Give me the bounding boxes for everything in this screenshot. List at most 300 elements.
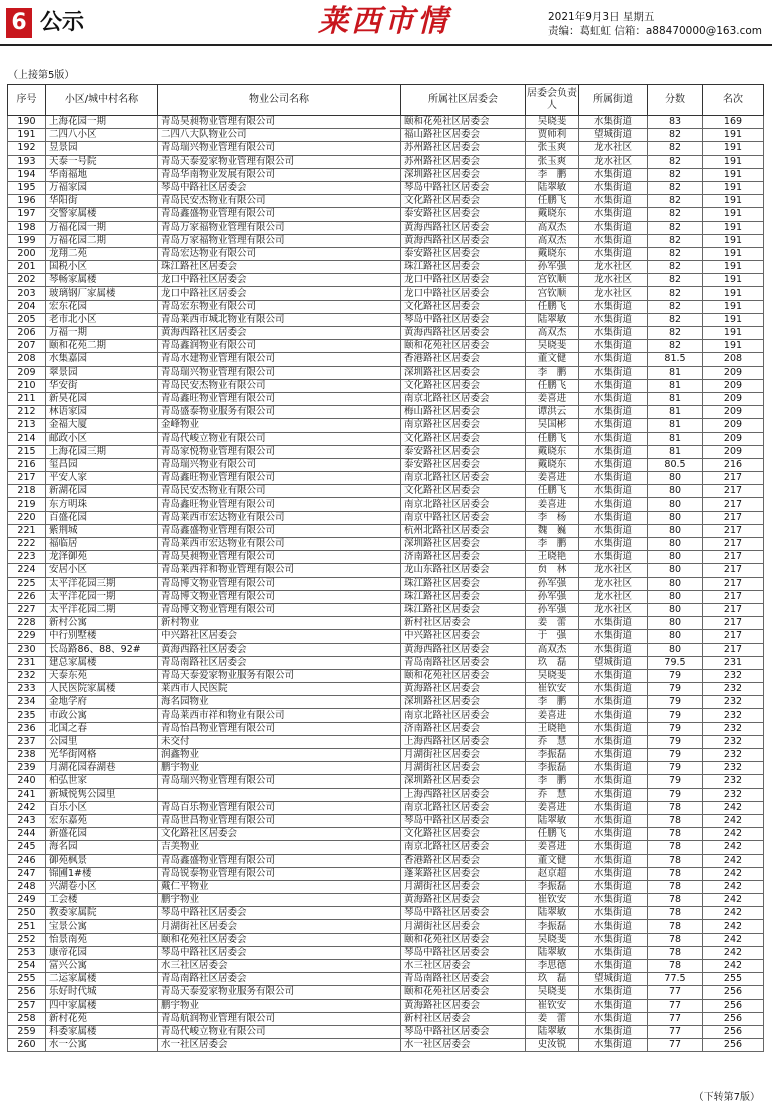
cell-rank: 232 — [703, 762, 764, 775]
cell-rank: 191 — [703, 327, 764, 340]
cell-residents-committee: 水一社区居委会 — [401, 1039, 526, 1052]
cell-property-company: 青岛莱西市宏达物业有限公司 — [158, 538, 401, 551]
cell-residents-committee: 南京北路社区居委会 — [401, 841, 526, 854]
cell-property-company: 青岛鑫旺物业管理有限公司 — [158, 472, 401, 485]
editor-contact: 责编：葛虹虹 信箱：a88470000@163.com — [548, 25, 763, 37]
cell-score: 80 — [648, 524, 703, 537]
cell-property-company: 水一社区居委会 — [158, 1039, 401, 1052]
cell-seq: 220 — [8, 511, 46, 524]
cell-residents-committee: 南京北路社区居委会 — [401, 801, 526, 814]
cell-community-name: 琴畅家属楼 — [46, 274, 158, 287]
cell-community-name: 翠景园 — [46, 366, 158, 379]
cell-committee-head: 戴晓东 — [526, 445, 579, 458]
cell-residents-committee: 颐和花苑社区居委会 — [401, 933, 526, 946]
cell-residents-committee: 深圳路社区居委会 — [401, 168, 526, 181]
cell-residents-committee: 新村社区居委会 — [401, 1012, 526, 1025]
cell-seq: 222 — [8, 538, 46, 551]
cell-seq: 203 — [8, 287, 46, 300]
cell-community-name: 龙泽御苑 — [46, 551, 158, 564]
cell-committee-head: 乔 慧 — [526, 735, 579, 748]
cell-property-company: 戴仁平物业 — [158, 880, 401, 893]
cell-score: 81 — [648, 366, 703, 379]
cell-property-company: 海名园物业 — [158, 696, 401, 709]
table-row — [8, 564, 764, 577]
cell-subdistrict: 水集街道 — [579, 116, 648, 129]
cell-community-name: 二运家属楼 — [46, 973, 158, 986]
cell-score: 79 — [648, 775, 703, 788]
cell-rank: 209 — [703, 392, 764, 405]
cell-residents-committee: 泰安路社区居委会 — [401, 458, 526, 471]
cell-community-name: 公园里 — [46, 735, 158, 748]
cell-subdistrict: 水集街道 — [579, 841, 648, 854]
cell-subdistrict: 龙水社区 — [579, 590, 648, 603]
cell-committee-head: 任鹏飞 — [526, 379, 579, 392]
cell-score: 79 — [648, 735, 703, 748]
table-row — [8, 617, 764, 630]
table-row — [8, 300, 764, 313]
cell-community-name: 玺昌园 — [46, 458, 158, 471]
cell-community-name: 昱景园 — [46, 142, 158, 155]
cell-committee-head: 董文健 — [526, 353, 579, 366]
cell-rank: 209 — [703, 445, 764, 458]
cell-subdistrict: 龙水社区 — [579, 287, 648, 300]
cell-score: 77 — [648, 1012, 703, 1025]
cell-seq: 215 — [8, 445, 46, 458]
table-row — [8, 208, 764, 221]
cell-score: 82 — [648, 208, 703, 221]
cell-property-company: 青岛宏东物业有限公司 — [158, 300, 401, 313]
cell-committee-head: 吴晓斐 — [526, 116, 579, 129]
cell-residents-committee: 珠江路社区居委会 — [401, 590, 526, 603]
cell-residents-committee: 上海西路社区居委会 — [401, 788, 526, 801]
cell-seq: 258 — [8, 1012, 46, 1025]
cell-subdistrict: 水集街道 — [579, 366, 648, 379]
cell-subdistrict: 水集街道 — [579, 340, 648, 353]
cell-subdistrict: 水集街道 — [579, 696, 648, 709]
cell-seq: 253 — [8, 946, 46, 959]
cell-residents-committee: 杭州北路社区居委会 — [401, 524, 526, 537]
table-row — [8, 907, 764, 920]
cell-rank: 232 — [703, 749, 764, 762]
cell-seq: 196 — [8, 195, 46, 208]
table-row — [8, 946, 764, 959]
cell-property-company: 青岛民安杰物业有限公司 — [158, 195, 401, 208]
cell-score: 82 — [648, 142, 703, 155]
cell-residents-committee: 文化路社区居委会 — [401, 195, 526, 208]
cell-committee-head: 任鹏飞 — [526, 195, 579, 208]
cell-residents-committee: 黄海西路社区居委会 — [401, 327, 526, 340]
header-score: 分数 — [648, 85, 703, 116]
cell-rank: 191 — [703, 208, 764, 221]
cell-committee-head: 吴国彬 — [526, 419, 579, 432]
table-row — [8, 656, 764, 669]
cell-residents-committee: 香港路社区居委会 — [401, 353, 526, 366]
cell-residents-committee: 月湖街社区居委会 — [401, 762, 526, 775]
section-title: 公示 — [40, 10, 85, 35]
cell-community-name: 工会楼 — [46, 894, 158, 907]
cell-property-company: 鹏宇物业 — [158, 999, 401, 1012]
cell-rank: 217 — [703, 590, 764, 603]
table-row — [8, 630, 764, 643]
cell-seq: 207 — [8, 340, 46, 353]
table-row — [8, 221, 764, 234]
cell-subdistrict: 水集街道 — [579, 867, 648, 880]
cell-subdistrict: 水集街道 — [579, 933, 648, 946]
cell-subdistrict: 水集街道 — [579, 432, 648, 445]
cell-committee-head: 赵京超 — [526, 867, 579, 880]
cell-seq: 206 — [8, 327, 46, 340]
cell-rank: 191 — [703, 195, 764, 208]
cell-rank: 242 — [703, 920, 764, 933]
cell-committee-head: 崔钦安 — [526, 894, 579, 907]
cell-community-name: 邮政小区 — [46, 432, 158, 445]
cell-property-company: 青岛代峻立物业有限公司 — [158, 1025, 401, 1038]
cell-property-company: 青岛华南物业发展有限公司 — [158, 168, 401, 181]
cell-community-name: 百盛花园 — [46, 511, 158, 524]
cell-residents-committee: 香港路社区居委会 — [401, 854, 526, 867]
cell-rank: 256 — [703, 1039, 764, 1052]
cell-property-company: 青岛宏达物业有限公司 — [158, 247, 401, 260]
cell-property-company: 青岛鑫盛物业管理有限公司 — [158, 854, 401, 867]
cell-committee-head: 李振磊 — [526, 880, 579, 893]
table-row — [8, 155, 764, 168]
cell-residents-committee: 新村社区居委会 — [401, 617, 526, 630]
cell-score: 80 — [648, 590, 703, 603]
cell-score: 81.5 — [648, 353, 703, 366]
cell-property-company: 青岛瑞兴物业管理有限公司 — [158, 775, 401, 788]
cell-community-name: 华阳街 — [46, 195, 158, 208]
cell-rank: 242 — [703, 841, 764, 854]
cell-residents-committee: 黄海路社区居委会 — [401, 894, 526, 907]
cell-residents-committee: 苏州路社区居委会 — [401, 155, 526, 168]
cell-seq: 226 — [8, 590, 46, 603]
cell-subdistrict: 水集街道 — [579, 406, 648, 419]
cell-score: 79 — [648, 762, 703, 775]
cell-property-company: 青岛鑫旺物业管理有限公司 — [158, 392, 401, 405]
cell-residents-committee: 南京北路社区居委会 — [401, 392, 526, 405]
cell-property-company: 青岛怡昌物业管理有限公司 — [158, 722, 401, 735]
cell-residents-committee: 南京北路社区居委会 — [401, 709, 526, 722]
cell-community-name: 兴湖卷小区 — [46, 880, 158, 893]
table-row — [8, 683, 764, 696]
header-residents-committee: 所属社区居委会 — [401, 85, 526, 116]
cell-score: 79 — [648, 683, 703, 696]
cell-rank: 256 — [703, 999, 764, 1012]
cell-committee-head: 张玉爽 — [526, 155, 579, 168]
cell-property-company: 青岛代峻立物业有限公司 — [158, 432, 401, 445]
cell-seq: 260 — [8, 1039, 46, 1052]
cell-score: 80 — [648, 643, 703, 656]
cell-subdistrict: 水集街道 — [579, 814, 648, 827]
cell-residents-committee: 深圳路社区居委会 — [401, 696, 526, 709]
cell-score: 82 — [648, 181, 703, 194]
table-row — [8, 195, 764, 208]
table-row — [8, 603, 764, 616]
cell-community-name: 新湖花园 — [46, 485, 158, 498]
cell-property-company: 黄海西路社区居委会 — [158, 643, 401, 656]
cell-property-company: 文化路社区居委会 — [158, 828, 401, 841]
cell-community-name: 新村公寓 — [46, 617, 158, 630]
table-row — [8, 524, 764, 537]
cell-seq: 210 — [8, 379, 46, 392]
cell-property-company: 月湖街社区居委会 — [158, 920, 401, 933]
cell-committee-head: 宫钦顺 — [526, 274, 579, 287]
cell-community-name: 市政公寓 — [46, 709, 158, 722]
cell-rank: 191 — [703, 313, 764, 326]
cell-residents-committee: 泰安路社区居委会 — [401, 208, 526, 221]
cell-property-company: 中兴路社区居委会 — [158, 630, 401, 643]
continued-to-note: （下转第7版） — [693, 1092, 760, 1103]
cell-seq: 212 — [8, 406, 46, 419]
cell-seq: 229 — [8, 630, 46, 643]
cell-rank: 209 — [703, 366, 764, 379]
cell-committee-head: 戴晓东 — [526, 458, 579, 471]
cell-seq: 223 — [8, 551, 46, 564]
cell-subdistrict: 水集街道 — [579, 828, 648, 841]
cell-rank: 256 — [703, 1012, 764, 1025]
cell-score: 80 — [648, 617, 703, 630]
cell-residents-committee: 琴岛中路社区居委会 — [401, 946, 526, 959]
cell-community-name: 宝景公寓 — [46, 920, 158, 933]
cell-score: 78 — [648, 880, 703, 893]
cell-score: 77 — [648, 999, 703, 1012]
cell-residents-committee: 龙山东路社区居委会 — [401, 564, 526, 577]
cell-committee-head: 姜喜进 — [526, 498, 579, 511]
cell-score: 80 — [648, 472, 703, 485]
cell-community-name: 月湖花园春湖巷 — [46, 762, 158, 775]
cell-rank: 242 — [703, 946, 764, 959]
cell-community-name: 长岛路86、88、92# — [46, 643, 158, 656]
table-row — [8, 590, 764, 603]
cell-committee-head: 贾师利 — [526, 129, 579, 142]
cell-committee-head: 董文健 — [526, 854, 579, 867]
table-row — [8, 261, 764, 274]
cell-subdistrict: 水集街道 — [579, 643, 648, 656]
cell-community-name: 金福大厦 — [46, 419, 158, 432]
cell-score: 80 — [648, 603, 703, 616]
cell-seq: 251 — [8, 920, 46, 933]
cell-subdistrict: 水集街道 — [579, 419, 648, 432]
cell-score: 82 — [648, 327, 703, 340]
cell-property-company: 鹏宇物业 — [158, 762, 401, 775]
cell-residents-committee: 琴岛中路社区居委会 — [401, 1025, 526, 1038]
cell-seq: 259 — [8, 1025, 46, 1038]
table-row — [8, 287, 764, 300]
cell-rank: 255 — [703, 973, 764, 986]
cell-score: 77 — [648, 1025, 703, 1038]
cell-seq: 230 — [8, 643, 46, 656]
cell-committee-head: 李 鹏 — [526, 538, 579, 551]
table-row — [8, 841, 764, 854]
cell-seq: 247 — [8, 867, 46, 880]
cell-subdistrict: 水集街道 — [579, 880, 648, 893]
table-row — [8, 327, 764, 340]
cell-property-company: 鹏宇物业 — [158, 894, 401, 907]
cell-committee-head: 任鹏飞 — [526, 485, 579, 498]
cell-community-name: 万福花园二期 — [46, 234, 158, 247]
cell-rank: 242 — [703, 880, 764, 893]
cell-score: 79 — [648, 709, 703, 722]
cell-committee-head: 李 鹏 — [526, 366, 579, 379]
cell-committee-head: 李 鹏 — [526, 775, 579, 788]
cell-seq: 235 — [8, 709, 46, 722]
cell-rank: 209 — [703, 379, 764, 392]
cell-rank: 231 — [703, 656, 764, 669]
cell-subdistrict: 水集街道 — [579, 181, 648, 194]
cell-residents-committee: 文化路社区居委会 — [401, 828, 526, 841]
table-row — [8, 419, 764, 432]
cell-seq: 233 — [8, 683, 46, 696]
table-row — [8, 986, 764, 999]
cell-rank: 232 — [703, 722, 764, 735]
cell-subdistrict: 水集街道 — [579, 485, 648, 498]
cell-residents-committee: 月湖街社区居委会 — [401, 749, 526, 762]
table-row — [8, 445, 764, 458]
cell-score: 80 — [648, 511, 703, 524]
cell-residents-committee: 文化路社区居委会 — [401, 379, 526, 392]
cell-committee-head: 于 强 — [526, 630, 579, 643]
cell-score: 81 — [648, 445, 703, 458]
cell-rank: 217 — [703, 524, 764, 537]
cell-committee-head: 高双杰 — [526, 643, 579, 656]
cell-residents-committee: 青岛南路社区居委会 — [401, 656, 526, 669]
cell-score: 82 — [648, 274, 703, 287]
cell-score: 79 — [648, 669, 703, 682]
cell-residents-committee: 梅山路社区居委会 — [401, 406, 526, 419]
cell-property-company: 青岛博文物业管理有限公司 — [158, 590, 401, 603]
cell-score: 83 — [648, 116, 703, 129]
cell-property-company: 莱西市人民医院 — [158, 683, 401, 696]
cell-residents-committee: 黄海西路社区居委会 — [401, 643, 526, 656]
cell-subdistrict: 水集街道 — [579, 986, 648, 999]
cell-community-name: 太平洋花园一期 — [46, 590, 158, 603]
cell-residents-committee: 琴岛中路社区居委会 — [401, 814, 526, 827]
cell-property-company: 龙口中路社区居委会 — [158, 274, 401, 287]
cell-property-company: 新村物业 — [158, 617, 401, 630]
cell-property-company: 青岛昊昶物业管理有限公司 — [158, 551, 401, 564]
cell-committee-head: 陆翠敏 — [526, 1025, 579, 1038]
cell-score: 81 — [648, 406, 703, 419]
cell-residents-committee: 蓬莱路社区居委会 — [401, 867, 526, 880]
cell-committee-head: 姜喜进 — [526, 841, 579, 854]
cell-seq: 227 — [8, 603, 46, 616]
cell-property-company: 颐和花苑社区居委会 — [158, 933, 401, 946]
cell-rank: 191 — [703, 181, 764, 194]
cell-score: 78 — [648, 894, 703, 907]
cell-property-company: 青岛天泰爱家物业管理有限公司 — [158, 155, 401, 168]
cell-seq: 216 — [8, 458, 46, 471]
cell-seq: 250 — [8, 907, 46, 920]
cell-committee-head: 戴晓东 — [526, 247, 579, 260]
cell-subdistrict: 水集街道 — [579, 617, 648, 630]
cell-seq: 225 — [8, 577, 46, 590]
cell-rank: 216 — [703, 458, 764, 471]
cell-rank: 191 — [703, 300, 764, 313]
table-row — [8, 181, 764, 194]
cell-seq: 208 — [8, 353, 46, 366]
cell-community-name: 百乐小区 — [46, 801, 158, 814]
cell-subdistrict: 龙水社区 — [579, 142, 648, 155]
cell-committee-head: 张玉爽 — [526, 142, 579, 155]
table-row — [8, 353, 764, 366]
cell-score: 78 — [648, 828, 703, 841]
cell-community-name: 新盛花园 — [46, 828, 158, 841]
cell-residents-committee: 黄海西路社区居委会 — [401, 221, 526, 234]
cell-community-name: 上海花园一期 — [46, 116, 158, 129]
cell-committee-head: 陆翠敏 — [526, 907, 579, 920]
cell-community-name: 人民医院家属楼 — [46, 683, 158, 696]
cell-property-company: 珠江路社区居委会 — [158, 261, 401, 274]
cell-residents-committee: 龙口中路社区居委会 — [401, 287, 526, 300]
cell-community-name: 天泰东苑 — [46, 669, 158, 682]
cell-subdistrict: 水集街道 — [579, 1039, 648, 1052]
cell-seq: 200 — [8, 247, 46, 260]
cell-committee-head: 孙军强 — [526, 261, 579, 274]
cell-committee-head: 姜 蕾 — [526, 617, 579, 630]
cell-seq: 193 — [8, 155, 46, 168]
table-row — [8, 116, 764, 129]
cell-subdistrict: 水集街道 — [579, 524, 648, 537]
cell-score: 82 — [648, 247, 703, 260]
header-seq: 序号 — [8, 85, 46, 116]
cell-committee-head: 陆翠敏 — [526, 313, 579, 326]
table-row — [8, 933, 764, 946]
cell-seq: 205 — [8, 313, 46, 326]
rating-table — [7, 84, 764, 1052]
cell-rank: 217 — [703, 538, 764, 551]
cell-committee-head: 姜喜进 — [526, 801, 579, 814]
cell-property-company: 青岛莱西市祥和物业有限公司 — [158, 709, 401, 722]
table-row — [8, 643, 764, 656]
cell-score: 82 — [648, 168, 703, 181]
cell-committee-head: 任鹏飞 — [526, 432, 579, 445]
cell-committee-head: 乔 慧 — [526, 788, 579, 801]
cell-rank: 209 — [703, 419, 764, 432]
cell-property-company: 青岛莱西市城北物业有限公司 — [158, 313, 401, 326]
cell-committee-head: 崔钦安 — [526, 683, 579, 696]
cell-property-company: 青岛水建物业管理有限公司 — [158, 353, 401, 366]
cell-subdistrict: 水集街道 — [579, 683, 648, 696]
cell-subdistrict: 水集街道 — [579, 946, 648, 959]
cell-residents-committee: 济南路社区居委会 — [401, 551, 526, 564]
cell-community-name: 华安街 — [46, 379, 158, 392]
cell-subdistrict: 水集街道 — [579, 960, 648, 973]
cell-subdistrict: 水集街道 — [579, 392, 648, 405]
cell-subdistrict: 水集街道 — [579, 669, 648, 682]
table-row — [8, 709, 764, 722]
cell-community-name: 新村花苑 — [46, 1012, 158, 1025]
cell-score: 81 — [648, 392, 703, 405]
cell-score: 80 — [648, 485, 703, 498]
cell-residents-committee: 文化路社区居委会 — [401, 485, 526, 498]
cell-rank: 242 — [703, 894, 764, 907]
cell-committee-head: 吴晓斐 — [526, 986, 579, 999]
cell-score: 77.5 — [648, 973, 703, 986]
table-row — [8, 1025, 764, 1038]
cell-subdistrict: 水集街道 — [579, 999, 648, 1012]
cell-rank: 217 — [703, 485, 764, 498]
cell-score: 78 — [648, 933, 703, 946]
cell-committee-head: 陆翠敏 — [526, 814, 579, 827]
cell-community-name: 交警家属楼 — [46, 208, 158, 221]
table-row — [8, 854, 764, 867]
cell-subdistrict: 龙水社区 — [579, 603, 648, 616]
cell-subdistrict: 龙水社区 — [579, 261, 648, 274]
cell-community-name: 教委家属院 — [46, 907, 158, 920]
cell-subdistrict: 水集街道 — [579, 247, 648, 260]
cell-subdistrict: 水集街道 — [579, 195, 648, 208]
cell-community-name: 水集嘉园 — [46, 353, 158, 366]
